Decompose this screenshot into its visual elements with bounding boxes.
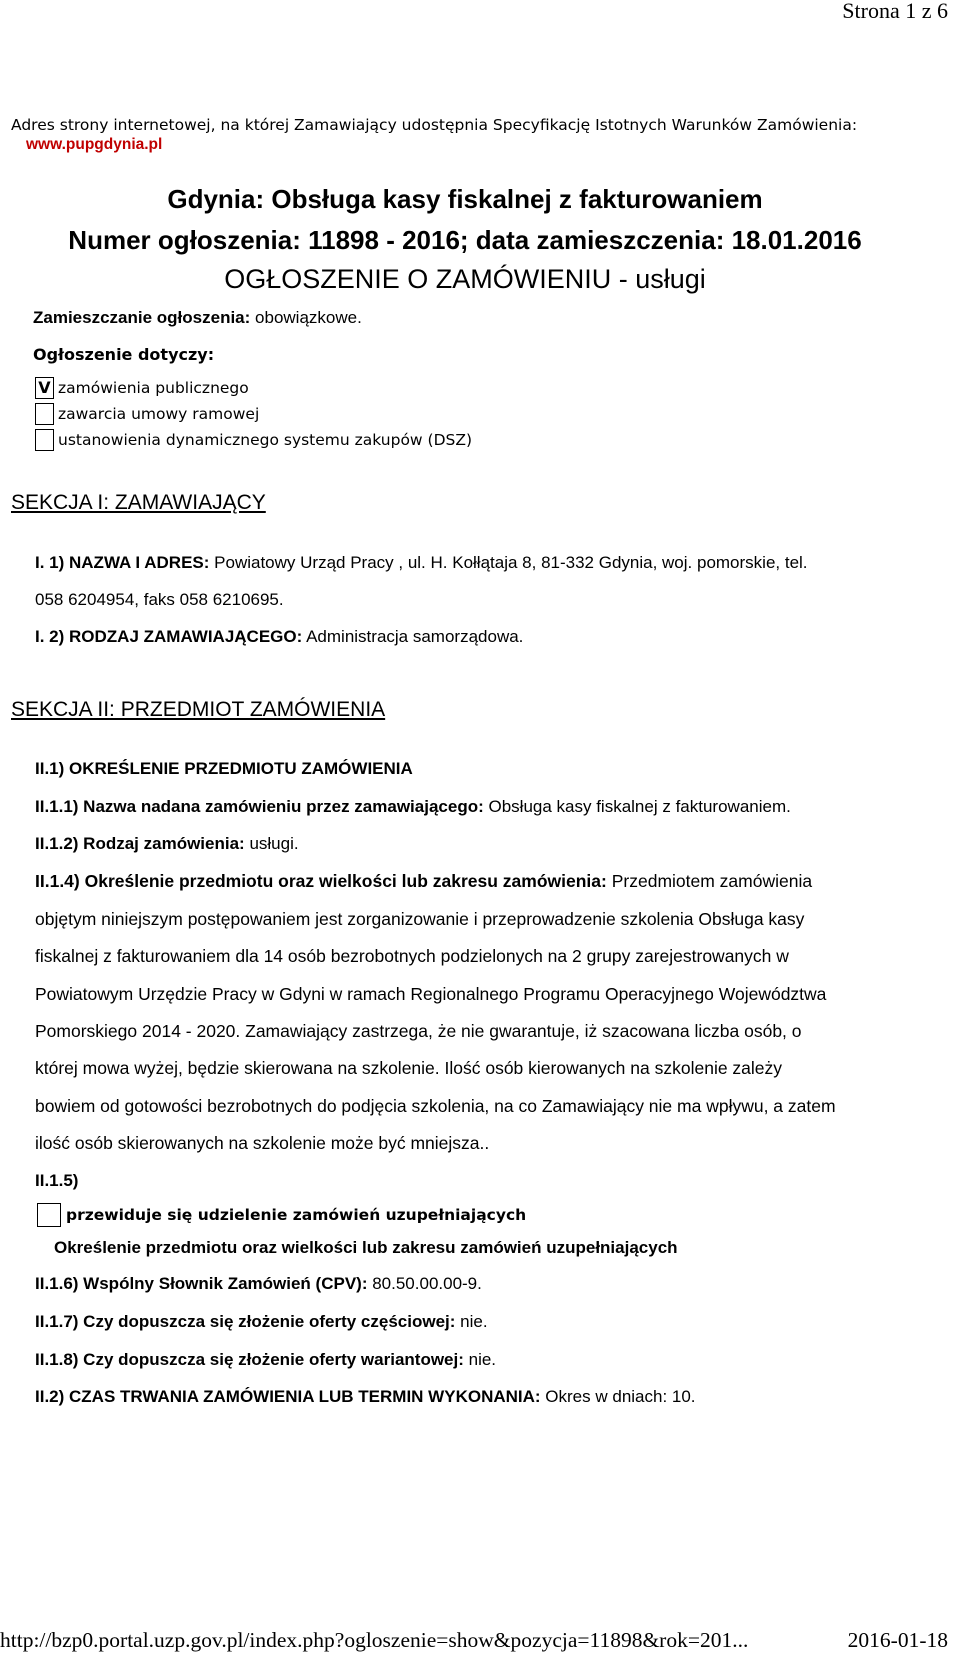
ii14-line: Pomorskiego 2014 - 2020. Zamawiający zastrzega, że nie gwarantuje, iż szacowana liczba osób, o	[35, 1021, 802, 1041]
checkbox-public-contract: V	[35, 377, 54, 399]
ii14-label: II.1.4) Określenie przedmiotu oraz wielkości lub zakresu zamówienia:	[35, 871, 607, 891]
concerns-label: Ogłoszenie dotyczy:	[33, 345, 215, 364]
footer-url: http://bzp0.portal.uzp.gov.pl/index.php?ogloszenie=show&pozycja=11898&rok=201...	[0, 1628, 749, 1652]
notice-number: Numer ogłoszenia: 11898 - 2016; data zamieszczenia: 18.01.2016	[68, 225, 862, 255]
ii18-label: II.1.8) Czy dopuszcza się złożenie oferty wariantowej:	[35, 1350, 464, 1369]
ii18-value: nie.	[468, 1350, 497, 1369]
option-public-contract: zamówienia publicznego	[58, 379, 249, 397]
contracting-authority-name	[35, 553, 808, 573]
i2-label: I. 2) RODZAJ ZAMAWIAJĄCEGO:	[35, 627, 303, 646]
checkbox-framework-agreement	[35, 403, 54, 425]
ii14-line: Przedmiotem zamówienia	[611, 871, 813, 891]
supplementary-orders-subheading: Określenie przedmiotu oraz wielkości lub zakresu zamówień uzupełniających	[54, 1238, 678, 1257]
ii17-value: nie.	[460, 1312, 488, 1331]
ii14-line: której mowa wyżej, będzie skierowana na szkolenie. Ilość osób kierowanych na szkolenie zależy	[35, 1058, 783, 1078]
footer-date: 2016-01-18	[847, 1628, 948, 1652]
notice-type: OGŁOSZENIE O ZAMÓWIENIU - usługi	[224, 264, 706, 294]
ii17-label: II.1.7) Czy dopuszcza się złożenie oferty częściowej:	[35, 1312, 456, 1331]
page-indicator: Strona 1 z 6	[842, 0, 948, 23]
ii2-value: Okres w dniach: 10.	[545, 1387, 696, 1406]
ii14-line: fiskalnej z fakturowaniem dla 14 osób bezrobotnych podzielonych na 2 grupy zarejestrowanych w	[35, 946, 789, 966]
i1-label: I. 1) NAZWA I ADRES:	[35, 553, 210, 572]
ii11-value: Obsługa kasy fiskalnej z fakturowaniem.	[488, 797, 791, 816]
section2-heading: SEKCJA II: PRZEDMIOT ZAMÓWIENIA	[11, 698, 386, 721]
ii14-first-line	[35, 871, 812, 892]
siwz-link[interactable]: www.pupgdynia.pl	[26, 136, 163, 153]
posting-label: Zamieszczanie ogłoszenia:	[33, 308, 251, 327]
ii16-value: 80.50.00.00-9.	[372, 1274, 482, 1293]
ii14-line: Powiatowym Urzędzie Pracy w Gdyni w ramach Regionalnego Programu Operacyjnego Województwa	[35, 984, 827, 1004]
ii2-row	[35, 1387, 696, 1407]
notice-title: Gdynia: Obsługa kasy fiskalnej z fakturowaniem	[167, 184, 763, 214]
i2-value: Administracja samorządowa.	[306, 627, 524, 646]
posting-row	[33, 308, 362, 328]
option-dsz: ustanowienia dynamicznego systemu zakupów (DSZ)	[58, 431, 473, 449]
ii11-label: II.1.1) Nazwa nadana zamówieniu przez zamawiającego:	[35, 797, 484, 816]
checkbox-dsz	[35, 429, 54, 451]
ii12-value: usługi.	[249, 834, 299, 853]
i1-value-line1: Powiatowy Urząd Pracy , ul. H. Kołłątaja 8, 81-332 Gdynia, woj. pomorskie, tel.	[214, 553, 808, 572]
siwz-intro: Adres strony internetowej, na której Zamawiający udostępnia Specyfikację Istotnych Warunków Zamówienia:	[11, 116, 858, 134]
ii11-row	[35, 797, 791, 817]
ii14-line: bowiem od gotowości bezrobotnych do podjęcia szkolenia, na co Zamawiający nie ma wpływu, a zatem	[35, 1096, 836, 1116]
ii16-row	[35, 1274, 482, 1294]
ii17-row	[35, 1312, 488, 1332]
ii14-line: ilość osób skierowanych na szkolenie może być mniejsza..	[35, 1133, 490, 1153]
supplementary-orders-label: przewiduje się udzielenie zamówień uzupełniających	[66, 1206, 527, 1224]
section1-heading: SEKCJA I: ZAMAWIAJĄCY	[11, 491, 266, 514]
ii1-heading: II.1) OKREŚLENIE PRZEDMIOTU ZAMÓWIENIA	[35, 759, 413, 778]
ii14-line: objętym niniejszym postępowaniem jest zorganizowanie i przeprowadzenie szkolenia Obsługa kasy	[35, 909, 805, 929]
ii18-row	[35, 1350, 496, 1370]
contracting-authority-type	[35, 627, 523, 647]
i1-value-line2: 058 6204954, faks 058 6210695.	[35, 590, 284, 609]
ii2-label: II.2) CZAS TRWANIA ZAMÓWIENIA LUB TERMIN WYKONANIA:	[35, 1387, 541, 1406]
checkbox-supplementary-orders	[37, 1203, 61, 1227]
ii15-label: II.1.5)	[35, 1171, 79, 1190]
ii12-label: II.1.2) Rodzaj zamówienia:	[35, 834, 245, 853]
option-framework-agreement: zawarcia umowy ramowej	[58, 405, 260, 423]
ii16-label: II.1.6) Wspólny Słownik Zamówień (CPV):	[35, 1274, 368, 1293]
posting-value: obowiązkowe.	[255, 308, 362, 327]
ii12-row	[35, 834, 299, 854]
